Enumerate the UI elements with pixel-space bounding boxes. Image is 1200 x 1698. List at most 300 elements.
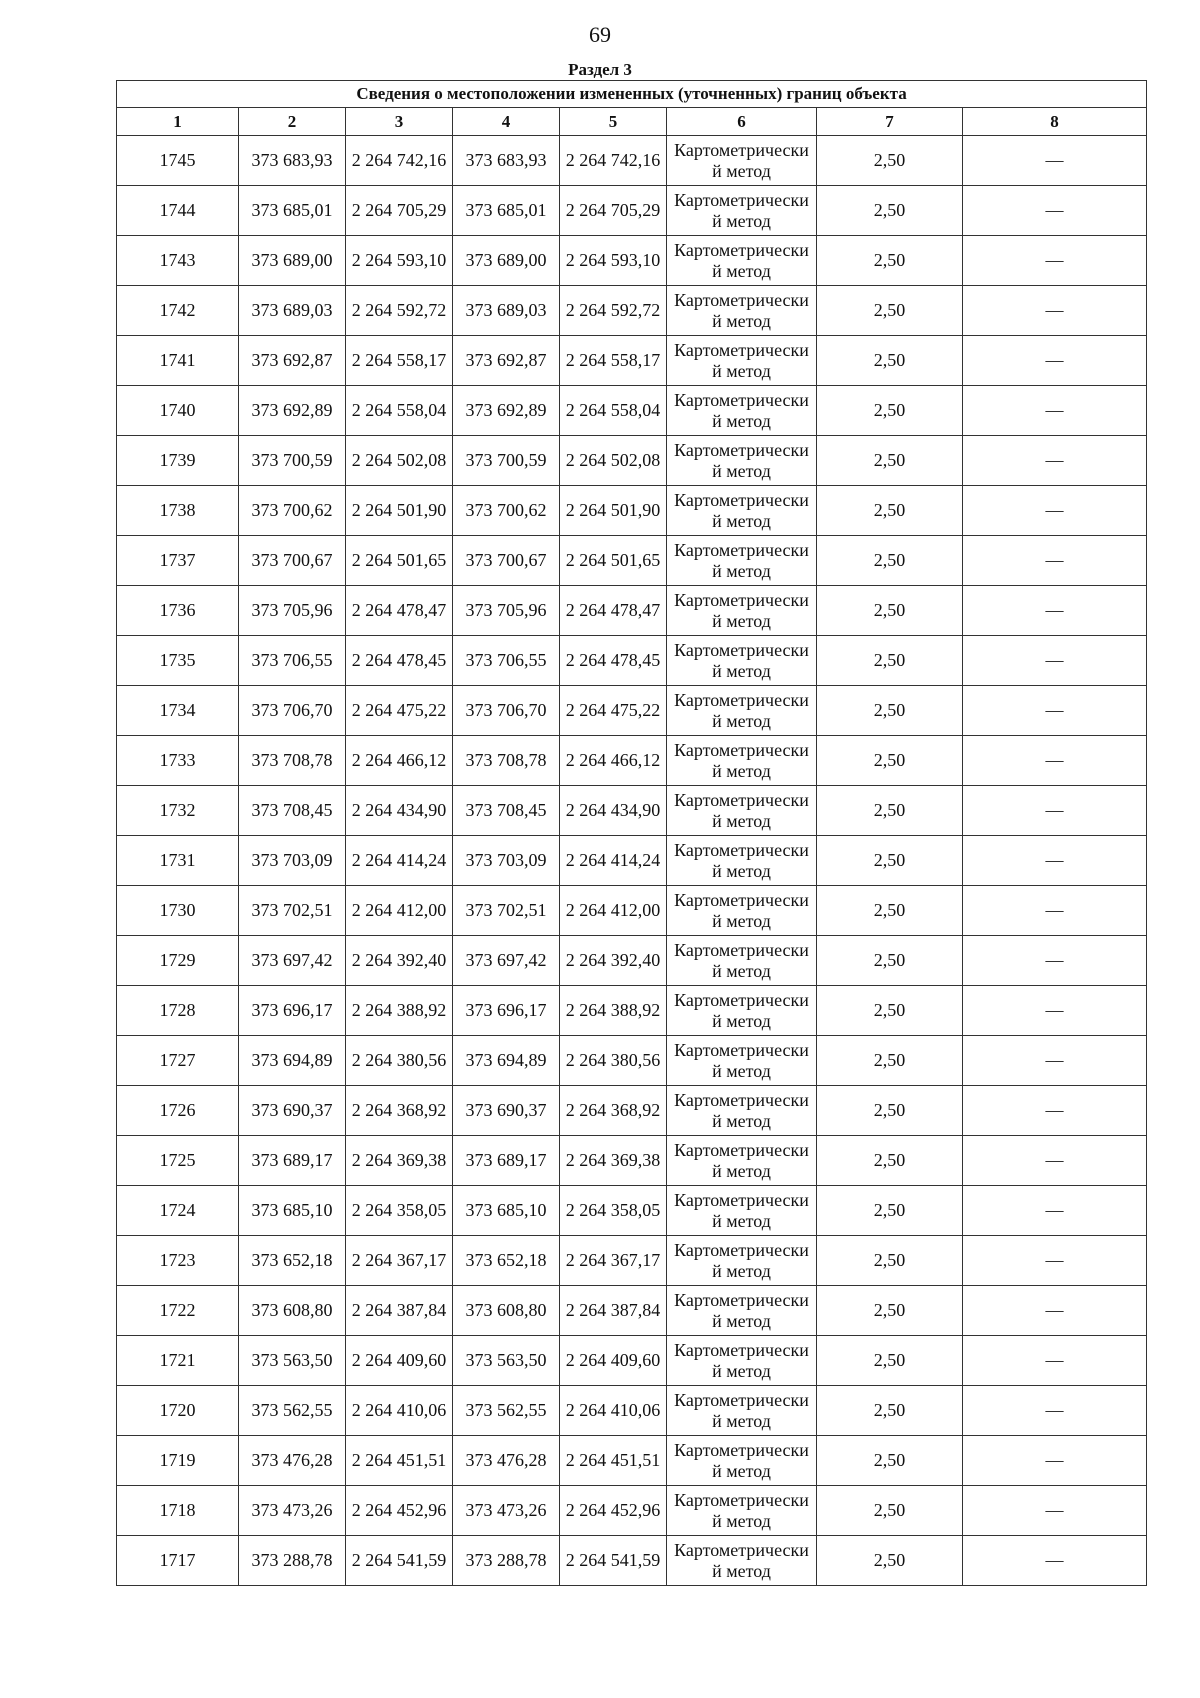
point-number-cell: 1735 [117,636,239,686]
method-line: Картометрически [674,1289,809,1310]
method-cell [667,1136,817,1186]
new-coord-y-cell: 2 264 466,12 [560,736,667,786]
method-cell [667,236,817,286]
new-coord-y-cell: 2 264 369,38 [560,1136,667,1186]
description-cell: — [963,1486,1147,1536]
coord-x-cell: 373 700,59 [239,436,346,486]
table-row [117,986,1147,1036]
method-line: й метод [712,860,771,881]
table-row [117,1486,1147,1536]
method-cell [667,436,817,486]
method-line: Картометрически [674,689,809,710]
description-cell: — [963,136,1147,186]
point-number-cell: 1732 [117,786,239,836]
table-row [117,636,1147,686]
coord-x-cell: 373 700,62 [239,486,346,536]
point-number-cell: 1734 [117,686,239,736]
method-cell [667,1086,817,1136]
new-coord-y-cell: 2 264 452,96 [560,1486,667,1536]
method-line: й метод [712,1360,771,1381]
accuracy-cell: 2,50 [817,986,963,1036]
method-line: й метод [712,1460,771,1481]
accuracy-cell: 2,50 [817,286,963,336]
coord-y-cell: 2 264 501,90 [346,486,453,536]
method-cell [667,1236,817,1286]
table-row [117,1436,1147,1486]
coord-x-cell: 373 608,80 [239,1286,346,1336]
description-cell: — [963,286,1147,336]
accuracy-cell: 2,50 [817,386,963,436]
method-cell [667,586,817,636]
accuracy-cell: 2,50 [817,1136,963,1186]
new-coord-x-cell: 373 700,59 [453,436,560,486]
accuracy-cell: 2,50 [817,236,963,286]
table-row [117,936,1147,986]
method-cell [667,636,817,686]
new-coord-x-cell: 373 685,10 [453,1186,560,1236]
coord-y-cell: 2 264 478,47 [346,586,453,636]
new-coord-x-cell: 373 476,28 [453,1436,560,1486]
coord-x-cell: 373 685,01 [239,186,346,236]
method-line: й метод [712,1410,771,1431]
accuracy-cell: 2,50 [817,1236,963,1286]
coord-x-cell: 373 689,03 [239,286,346,336]
coord-y-cell: 2 264 369,38 [346,1136,453,1186]
point-number-cell: 1731 [117,836,239,886]
point-number-cell: 1717 [117,1536,239,1586]
coord-x-cell: 373 706,55 [239,636,346,686]
new-coord-x-cell: 373 692,89 [453,386,560,436]
column-number: 6 [667,108,817,136]
coord-x-cell: 373 697,42 [239,936,346,986]
method-cell [667,836,817,886]
method-line: Картометрически [674,1339,809,1360]
new-coord-x-cell: 373 706,55 [453,636,560,686]
coord-x-cell: 373 706,70 [239,686,346,736]
method-line: й метод [712,160,771,181]
method-cell [667,986,817,1036]
coord-x-cell: 373 696,17 [239,986,346,1036]
new-coord-x-cell: 373 696,17 [453,986,560,1036]
method-cell [667,1536,817,1586]
boundary-coordinates-table [116,80,1147,1586]
method-line: й метод [712,410,771,431]
method-cell [667,136,817,186]
accuracy-cell: 2,50 [817,1486,963,1536]
table-row [117,136,1147,186]
method-line: Картометрически [674,889,809,910]
method-cell [667,936,817,986]
table-row [117,236,1147,286]
new-coord-y-cell: 2 264 592,72 [560,286,667,336]
coord-x-cell: 373 692,87 [239,336,346,386]
table-row [117,586,1147,636]
point-number-cell: 1723 [117,1236,239,1286]
page-number: 69 [589,22,611,47]
new-coord-x-cell: 373 694,89 [453,1036,560,1086]
accuracy-cell: 2,50 [817,886,963,936]
coord-x-cell: 373 700,67 [239,536,346,586]
accuracy-cell: 2,50 [817,736,963,786]
accuracy-cell: 2,50 [817,636,963,686]
coord-x-cell: 373 288,78 [239,1536,346,1586]
new-coord-y-cell: 2 264 478,47 [560,586,667,636]
method-cell [667,786,817,836]
column-number: 5 [560,108,667,136]
new-coord-y-cell: 2 264 367,17 [560,1236,667,1286]
point-number-cell: 1730 [117,886,239,936]
coord-y-cell: 2 264 387,84 [346,1286,453,1336]
coord-x-cell: 373 702,51 [239,886,346,936]
point-number-cell: 1741 [117,336,239,386]
column-number: 7 [817,108,963,136]
coord-y-cell: 2 264 502,08 [346,436,453,486]
new-coord-y-cell: 2 264 380,56 [560,1036,667,1086]
method-cell [667,1186,817,1236]
new-coord-x-cell: 373 562,55 [453,1386,560,1436]
new-coord-y-cell: 2 264 358,05 [560,1186,667,1236]
new-coord-x-cell: 373 689,17 [453,1136,560,1186]
accuracy-cell: 2,50 [817,186,963,236]
coord-y-cell: 2 264 380,56 [346,1036,453,1086]
method-line: й метод [712,310,771,331]
coord-y-cell: 2 264 409,60 [346,1336,453,1386]
method-line: й метод [712,710,771,731]
new-coord-x-cell: 373 689,00 [453,236,560,286]
new-coord-x-cell: 373 700,67 [453,536,560,586]
description-cell: — [963,986,1147,1036]
new-coord-x-cell: 373 705,96 [453,586,560,636]
method-line: Картометрически [674,489,809,510]
new-coord-x-cell: 373 685,01 [453,186,560,236]
method-line: Картометрически [674,339,809,360]
coord-y-cell: 2 264 367,17 [346,1236,453,1286]
method-line: й метод [712,610,771,631]
coord-y-cell: 2 264 475,22 [346,686,453,736]
coord-x-cell: 373 703,09 [239,836,346,886]
coord-x-cell: 373 708,45 [239,786,346,836]
method-cell [667,1386,817,1436]
new-coord-y-cell: 2 264 478,45 [560,636,667,686]
coord-x-cell: 373 563,50 [239,1336,346,1386]
method-line: й метод [712,760,771,781]
method-cell [667,536,817,586]
new-coord-x-cell: 373 708,78 [453,736,560,786]
table-row [117,286,1147,336]
point-number-cell: 1740 [117,386,239,436]
description-cell: — [963,836,1147,886]
point-number-cell: 1728 [117,986,239,1036]
description-cell: — [963,1386,1147,1436]
column-number-row [117,108,1147,136]
coord-y-cell: 2 264 451,51 [346,1436,453,1486]
new-coord-x-cell: 373 473,26 [453,1486,560,1536]
point-number-cell: 1737 [117,536,239,586]
new-coord-x-cell: 373 690,37 [453,1086,560,1136]
method-line: Картометрически [674,1189,809,1210]
coord-x-cell: 373 476,28 [239,1436,346,1486]
point-number-cell: 1729 [117,936,239,986]
method-cell [667,1436,817,1486]
new-coord-y-cell: 2 264 558,04 [560,386,667,436]
coord-x-cell: 373 689,17 [239,1136,346,1186]
point-number-cell: 1738 [117,486,239,536]
new-coord-y-cell: 2 264 368,92 [560,1086,667,1136]
description-cell: — [963,1536,1147,1586]
method-line: й метод [712,360,771,381]
method-line: й метод [712,660,771,681]
accuracy-cell: 2,50 [817,1086,963,1136]
table-caption: Сведения о местоположении измененных (уточненных) границ объекта [117,81,1147,108]
column-number: 3 [346,108,453,136]
accuracy-cell: 2,50 [817,686,963,736]
coord-y-cell: 2 264 368,92 [346,1086,453,1136]
coord-y-cell: 2 264 452,96 [346,1486,453,1536]
point-number-cell: 1727 [117,1036,239,1086]
accuracy-cell: 2,50 [817,1336,963,1386]
table-row [117,1186,1147,1236]
coord-y-cell: 2 264 592,72 [346,286,453,336]
point-number-cell: 1722 [117,1286,239,1336]
method-line: Картометрически [674,239,809,260]
description-cell: — [963,186,1147,236]
coord-y-cell: 2 264 410,06 [346,1386,453,1436]
coord-y-cell: 2 264 358,05 [346,1186,453,1236]
method-line: Картометрически [674,539,809,560]
accuracy-cell: 2,50 [817,1386,963,1436]
coord-x-cell: 373 689,00 [239,236,346,286]
table-row [117,686,1147,736]
description-cell: — [963,1436,1147,1486]
column-number: 8 [963,108,1147,136]
method-cell [667,286,817,336]
method-line: й метод [712,1310,771,1331]
coord-y-cell: 2 264 501,65 [346,536,453,586]
description-cell: — [963,486,1147,536]
new-coord-y-cell: 2 264 593,10 [560,236,667,286]
point-number-cell: 1744 [117,186,239,236]
method-line: Картометрически [674,989,809,1010]
new-coord-y-cell: 2 264 414,24 [560,836,667,886]
description-cell: — [963,886,1147,936]
method-line: й метод [712,1260,771,1281]
coord-y-cell: 2 264 434,90 [346,786,453,836]
method-line: й метод [712,910,771,931]
coord-x-cell: 373 683,93 [239,136,346,186]
method-line: й метод [712,210,771,231]
table-row [117,736,1147,786]
description-cell: — [963,1036,1147,1086]
new-coord-x-cell: 373 689,03 [453,286,560,336]
point-number-cell: 1742 [117,286,239,336]
new-coord-y-cell: 2 264 501,65 [560,536,667,586]
point-number-cell: 1726 [117,1086,239,1136]
method-line: Картометрически [674,589,809,610]
coord-y-cell: 2 264 478,45 [346,636,453,686]
point-number-cell: 1719 [117,1436,239,1486]
new-coord-y-cell: 2 264 387,84 [560,1286,667,1336]
method-cell [667,186,817,236]
method-cell [667,1336,817,1386]
new-coord-y-cell: 2 264 541,59 [560,1536,667,1586]
coord-y-cell: 2 264 705,29 [346,186,453,236]
coord-x-cell: 373 690,37 [239,1086,346,1136]
accuracy-cell: 2,50 [817,136,963,186]
new-coord-y-cell: 2 264 392,40 [560,936,667,986]
accuracy-cell: 2,50 [817,1036,963,1086]
accuracy-cell: 2,50 [817,586,963,636]
method-line: Картометрически [674,1239,809,1260]
method-line: й метод [712,1110,771,1131]
accuracy-cell: 2,50 [817,936,963,986]
table-row [117,1086,1147,1136]
table-row [117,336,1147,386]
coord-y-cell: 2 264 593,10 [346,236,453,286]
point-number-cell: 1720 [117,1386,239,1436]
table-row [117,1036,1147,1086]
accuracy-cell: 2,50 [817,1186,963,1236]
new-coord-y-cell: 2 264 501,90 [560,486,667,536]
new-coord-y-cell: 2 264 451,51 [560,1436,667,1486]
coord-x-cell: 373 708,78 [239,736,346,786]
description-cell: — [963,736,1147,786]
coord-x-cell: 373 652,18 [239,1236,346,1286]
method-line: Картометрически [674,739,809,760]
table-row [117,786,1147,836]
new-coord-x-cell: 373 683,93 [453,136,560,186]
method-line: й метод [712,960,771,981]
table-row [117,1136,1147,1186]
coord-y-cell: 2 264 558,04 [346,386,453,436]
method-line: й метод [712,810,771,831]
coord-x-cell: 373 562,55 [239,1386,346,1436]
description-cell: — [963,386,1147,436]
coord-y-cell: 2 264 558,17 [346,336,453,386]
method-line: й метод [712,260,771,281]
coord-y-cell: 2 264 541,59 [346,1536,453,1586]
new-coord-y-cell: 2 264 434,90 [560,786,667,836]
method-line: Картометрически [674,1539,809,1560]
accuracy-cell: 2,50 [817,836,963,886]
method-line: Картометрически [674,839,809,860]
description-cell: — [963,1086,1147,1136]
new-coord-y-cell: 2 264 388,92 [560,986,667,1036]
accuracy-cell: 2,50 [817,1536,963,1586]
accuracy-cell: 2,50 [817,336,963,386]
method-line: й метод [712,510,771,531]
table-row [117,1336,1147,1386]
coord-y-cell: 2 264 388,92 [346,986,453,1036]
method-line: Картометрически [674,1439,809,1460]
table-row [117,486,1147,536]
accuracy-cell: 2,50 [817,786,963,836]
method-cell [667,886,817,936]
method-line: Картометрически [674,1489,809,1510]
accuracy-cell: 2,50 [817,1436,963,1486]
method-cell [667,486,817,536]
table-row [117,436,1147,486]
point-number-cell: 1743 [117,236,239,286]
method-line: Картометрически [674,639,809,660]
table-row [117,536,1147,586]
description-cell: — [963,1236,1147,1286]
new-coord-x-cell: 373 706,70 [453,686,560,736]
table-row [117,1386,1147,1436]
coord-y-cell: 2 264 412,00 [346,886,453,936]
table-row [117,1536,1147,1586]
method-line: Картометрически [674,139,809,160]
point-number-cell: 1736 [117,586,239,636]
description-cell: — [963,336,1147,386]
method-line: Картометрически [674,1389,809,1410]
method-line: й метод [712,1210,771,1231]
description-cell: — [963,1186,1147,1236]
column-number: 1 [117,108,239,136]
accuracy-cell: 2,50 [817,486,963,536]
table-row [117,886,1147,936]
method-line: Картометрически [674,1039,809,1060]
point-number-cell: 1721 [117,1336,239,1386]
method-line: Картометрически [674,289,809,310]
new-coord-x-cell: 373 702,51 [453,886,560,936]
description-cell: — [963,436,1147,486]
coord-y-cell: 2 264 392,40 [346,936,453,986]
section-title: Раздел 3 [568,60,632,79]
accuracy-cell: 2,50 [817,536,963,586]
method-cell [667,386,817,436]
new-coord-y-cell: 2 264 410,06 [560,1386,667,1436]
accuracy-cell: 2,50 [817,436,963,486]
method-line: й метод [712,560,771,581]
method-cell [667,1486,817,1536]
description-cell: — [963,686,1147,736]
coord-y-cell: 2 264 742,16 [346,136,453,186]
point-number-cell: 1739 [117,436,239,486]
description-cell: — [963,936,1147,986]
coord-x-cell: 373 685,10 [239,1186,346,1236]
table-row [117,1236,1147,1286]
method-line: Картометрически [674,389,809,410]
description-cell: — [963,786,1147,836]
new-coord-x-cell: 373 608,80 [453,1286,560,1336]
new-coord-y-cell: 2 264 705,29 [560,186,667,236]
new-coord-y-cell: 2 264 502,08 [560,436,667,486]
new-coord-y-cell: 2 264 475,22 [560,686,667,736]
description-cell: — [963,586,1147,636]
coord-x-cell: 373 705,96 [239,586,346,636]
method-line: й метод [712,1510,771,1531]
coord-x-cell: 373 692,89 [239,386,346,436]
method-line: Картометрически [674,1139,809,1160]
method-line: Картометрически [674,439,809,460]
coord-y-cell: 2 264 414,24 [346,836,453,886]
description-cell: — [963,1336,1147,1386]
new-coord-x-cell: 373 652,18 [453,1236,560,1286]
table-row [117,1286,1147,1336]
point-number-cell: 1725 [117,1136,239,1186]
column-number: 2 [239,108,346,136]
method-cell [667,736,817,786]
table-row [117,386,1147,436]
method-cell [667,1036,817,1086]
new-coord-y-cell: 2 264 742,16 [560,136,667,186]
method-line: Картометрически [674,939,809,960]
method-cell [667,336,817,386]
new-coord-x-cell: 373 692,87 [453,336,560,386]
point-number-cell: 1724 [117,1186,239,1236]
column-number: 4 [453,108,560,136]
coord-x-cell: 373 694,89 [239,1036,346,1086]
